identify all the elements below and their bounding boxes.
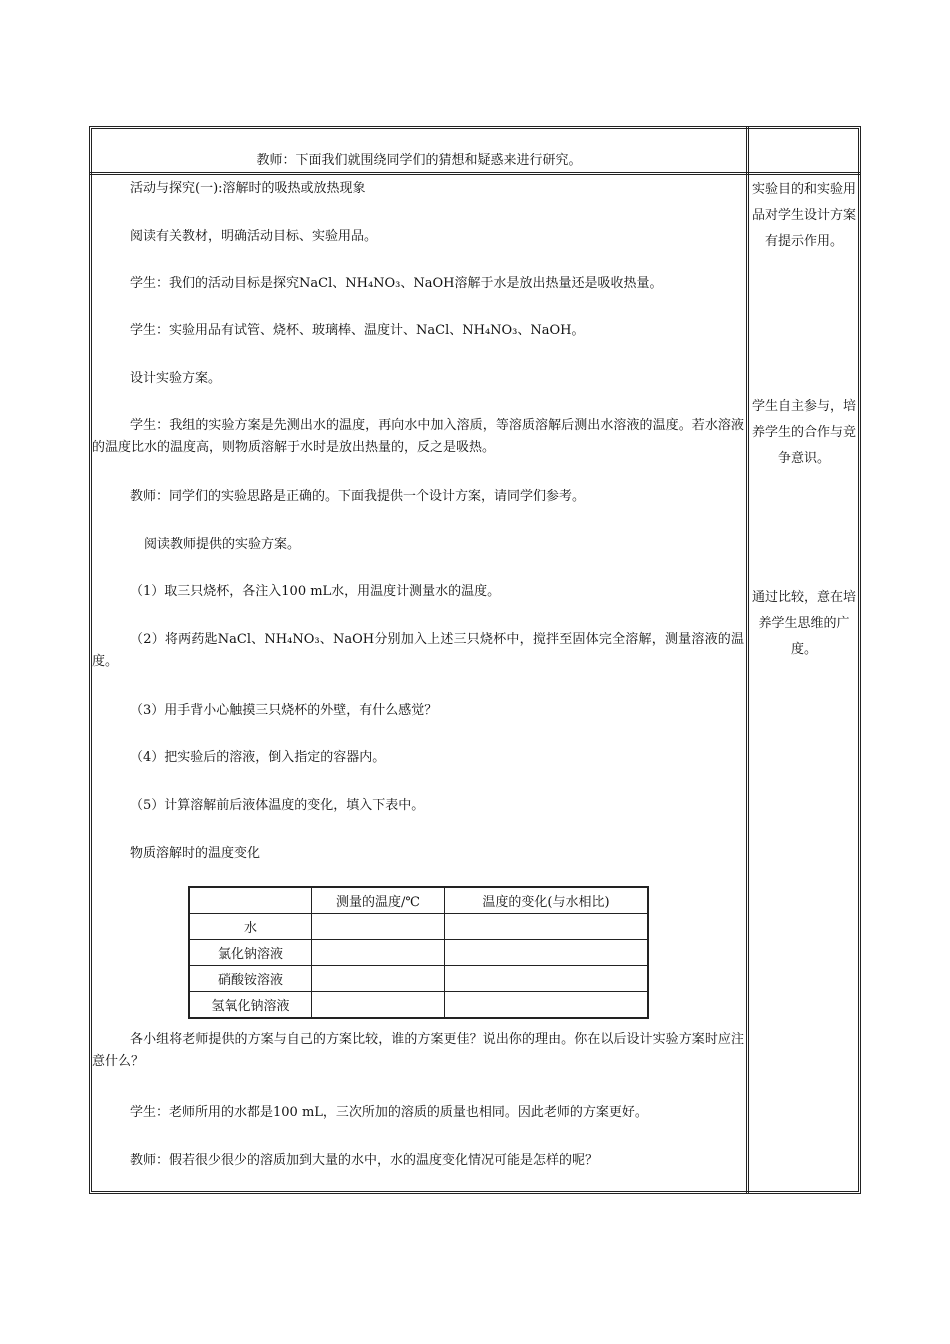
table-cell: [445, 966, 649, 992]
row-label: 硝酸铵溶液: [189, 966, 312, 992]
side-note-comparison: 通过比较，意在培养学生思维的广度。: [752, 590, 857, 657]
paragraph-read-teacher-plan: 阅读教师提供的实验方案。: [144, 537, 301, 552]
step-3: （3）用手背小心触摸三只烧杯的外壁，有什么感觉？: [130, 703, 438, 718]
table-cell: [312, 966, 445, 992]
table-cell: [445, 914, 649, 940]
side-note-purpose: 实验目的和实验用品对学生设计方案有提示作用。: [752, 182, 857, 249]
table-row: [189, 914, 648, 940]
paragraph-compare-plans: 各小组将老师提供的方案与自己的方案比较，谁的方案更佳？说出你的理由。你在以后设计实验方案时应注意什么？: [92, 1032, 744, 1069]
table-cell: [445, 992, 649, 1019]
paragraph-teacher-question: 教师：假若很少很少的溶质加到大量的水中，水的温度变化情况可能是怎样的呢？: [130, 1153, 599, 1168]
header-row-divider: [89, 172, 861, 175]
paragraph-read-materials: 阅读有关教材，明确活动目标、实验用品。: [130, 229, 378, 244]
temperature-change-table: [188, 886, 649, 1019]
table-row: [189, 940, 648, 966]
paragraph-student-materials: 学生：实验用品有试管、烧杯、玻璃棒、温度计、NaCl、NH₄NO₃、NaOH。: [130, 323, 585, 338]
header-row-text: 教师：下面我们就围绕同学们的猜想和疑惑来进行研究。: [256, 153, 582, 168]
row-label: 氢氧化钠溶液: [189, 992, 312, 1019]
step-2: （2）将两药匙NaCl、NH₄NO₃、NaOH分别加入上述三只烧杯中，搅拌至固体完全溶解，测量溶液的温度。: [92, 632, 744, 669]
table-cell: [312, 992, 445, 1019]
step-5: （5）计算溶解前后液体温度的变化，填入下表中。: [130, 798, 425, 813]
step-4: （4）把实验后的溶液，倒入指定的容器内。: [130, 750, 386, 765]
table-header-cell: [189, 887, 312, 914]
table-cell: [445, 940, 649, 966]
step-1: （1）取三只烧杯，各注入100 mL水，用温度计测量水的温度。: [130, 584, 501, 599]
table-cell: [312, 940, 445, 966]
side-note-participation: 学生自主参与，培养学生的合作与竞争意识。: [752, 399, 857, 466]
row-label: 氯化钠溶液: [189, 940, 312, 966]
paragraph-student-conclusion: 学生：老师所用的水都是100 mL，三次所加的溶质的质量也相同。因此老师的方案更好。: [130, 1105, 648, 1120]
table-header-row: [189, 887, 648, 914]
activity-title: 活动与探究(一):溶解时的吸热或放热现象: [130, 181, 366, 196]
paragraph-teacher-comment: 教师：同学们的实验思路是正确的。下面我提供一个设计方案，请同学们参考。: [130, 489, 586, 504]
row-label: 水: [189, 914, 312, 940]
paragraph-student-goal: 学生：我们的活动目标是探究NaCl、NH₄NO₃、NaOH溶解于水是放出热量还是吸收热量。: [130, 276, 663, 291]
paragraph-design-plan: 设计实验方案。: [130, 371, 222, 386]
table-header-cell: 测量的温度/℃: [312, 887, 445, 914]
paragraph-student-plan: 学生：我组的实验方案是先测出水的温度，再向水中加入溶质，等溶质溶解后测出水溶液的温度。若水溶液的温度比水的温度高，则物质溶解于水时是放出热量的，反之是吸热。: [92, 418, 744, 455]
table-caption: 物质溶解时的温度变化: [130, 846, 261, 861]
table-row: [189, 966, 648, 992]
table-row: [189, 992, 648, 1019]
table-cell: [312, 914, 445, 940]
table-header-cell: 温度的变化(与水相比): [445, 887, 649, 914]
